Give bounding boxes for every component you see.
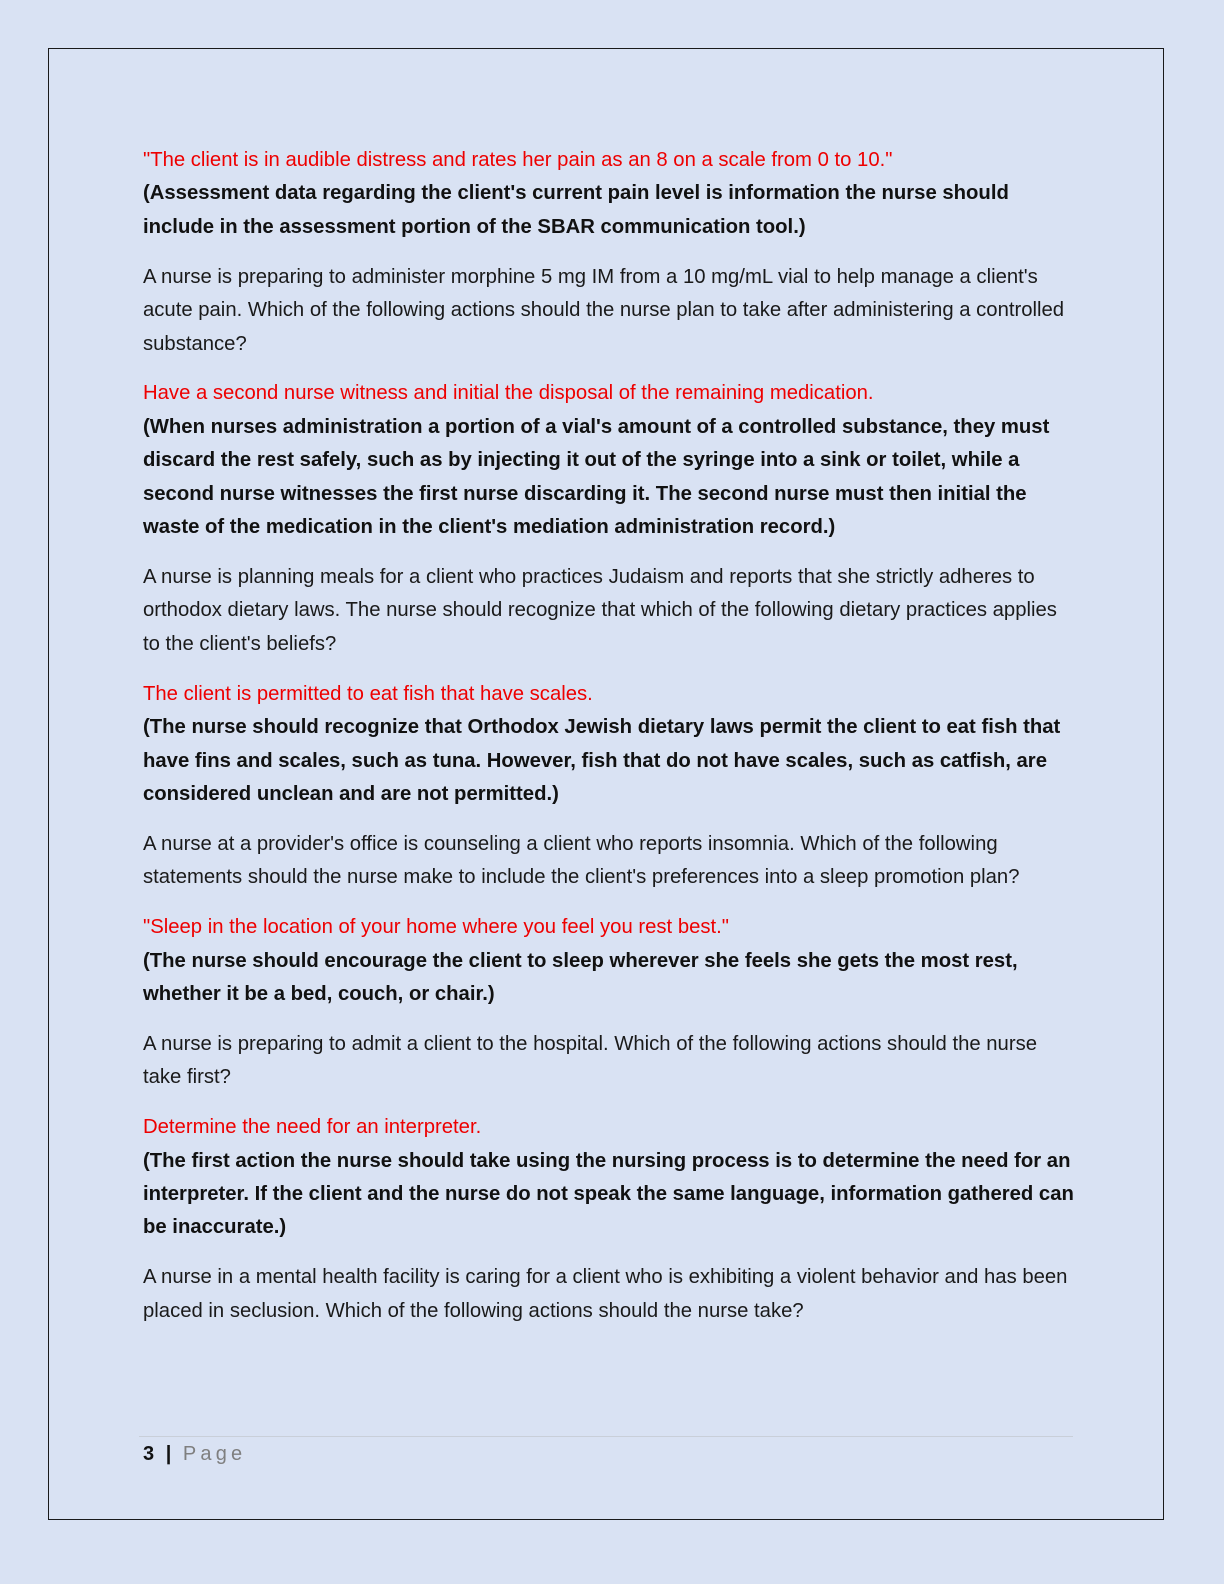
answer-text: The client is permitted to eat fish that have scales. — [143, 682, 593, 705]
page-footer — [143, 1441, 246, 1467]
answer-block — [143, 911, 1078, 1011]
answer-text: "The client is in audible distress and rates her pain as an 8 on a scale from 0 to 10." — [143, 149, 893, 171]
document-body — [143, 144, 1078, 1345]
answer-block — [143, 144, 1078, 244]
page-number: 3 — [143, 1443, 155, 1465]
rationale-text: (The nurse should encourage the client to sleep wherever she feels she gets the most rest, whether it be a bed, couch, or chair.) — [143, 949, 1018, 1005]
answer-block — [143, 377, 1078, 544]
question-text: A nurse in a mental health facility is caring for a client who is exhibiting a violent behavior and has been placed in seclusion. Which of the following actions should the nurse take? — [143, 1266, 1068, 1322]
answer-block — [143, 678, 1078, 812]
answer-text: "Sleep in the location of your home where you feel you rest best." — [143, 916, 729, 939]
footer-separator: | — [165, 1443, 172, 1465]
answer-text: Determine the need for an interpreter. — [143, 1116, 482, 1139]
answer-block — [143, 1111, 1078, 1245]
answer-text: Have a second nurse witness and initial the disposal of the remaining medication. — [143, 382, 874, 405]
rationale-text: (When nurses administration a portion of a vial's amount of a controlled substance, they must discard the rest safely, such as by injecting it out of the syringe into a sink or toilet, while a second nurse witnesses the first nurse discarding it. The second nurse must then initial the waste of the medication in the client's mediation administration record.) — [143, 415, 1050, 539]
rationale-text: (The nurse should recognize that Orthodox Jewish dietary laws permit the client to eat fish that have fins and scales, such as tuna. However, fish that do not have scales, such as catfish, are considered unclean and are not permitted.) — [143, 716, 1061, 805]
question-text: A nurse at a provider's office is counseling a client who reports insomnia. Which of the following statements should the nurse make to include the client's preferences into a sleep promotion plan? — [143, 832, 1020, 889]
page-label: Page — [182, 1443, 247, 1465]
question-text: A nurse is preparing to admit a client to the hospital. Which of the following actions should the nurse take first? — [143, 1032, 1038, 1089]
footer-divider — [139, 1436, 1073, 1437]
rationale-text: (Assessment data regarding the client's current pain level is information the nurse should include in the assessment portion of the SBAR communication tool.) — [143, 182, 1009, 238]
question-text: A nurse is planning meals for a client who practices Judaism and reports that she strictly adheres to orthodox dietary laws. The nurse should recognize that which of the following dietary practices applies to the client's beliefs? — [143, 565, 1057, 655]
rationale-text: (The first action the nurse should take using the nursing process is to determine the need for an interpreter. If the client and the nurse do not speak the same language, information gathered can be inaccurate.) — [143, 1149, 1074, 1239]
question-text: A nurse is preparing to administer morphine 5 mg IM from a 10 mg/mL vial to help manage a client's acute pain. Which of the following actions should the nurse plan to take after administering a controlled substance? — [143, 265, 1065, 355]
